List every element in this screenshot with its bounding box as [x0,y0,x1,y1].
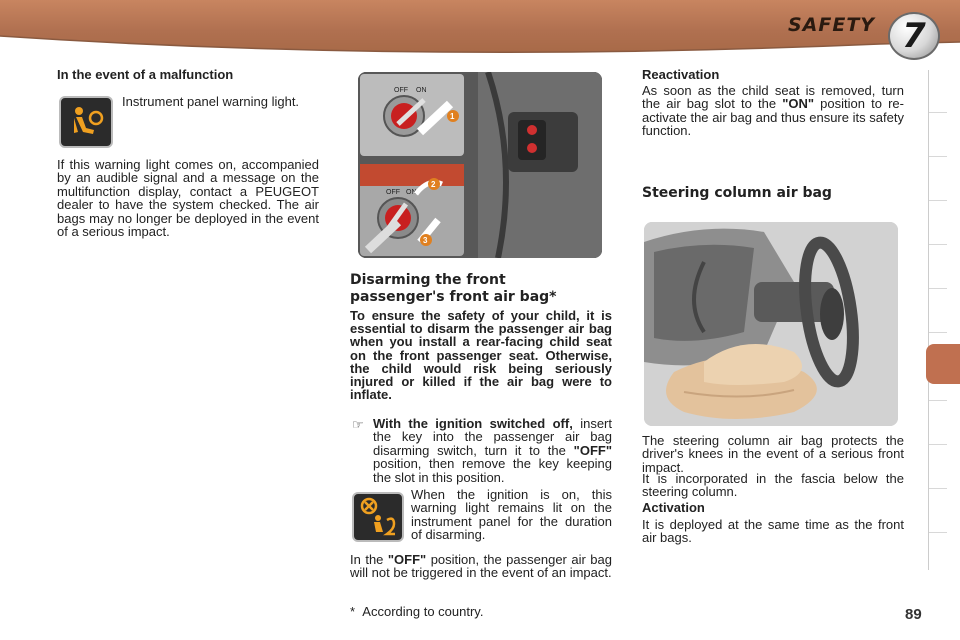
ignition-instruction-text-1: insert the key into the passenger air bag disarming switch, turn it to the [373,416,612,458]
photo-label-on-2: ON [406,189,417,196]
photo-label-on-1: ON [416,87,427,94]
photo-label-off-1: OFF [394,87,408,94]
ignition-instruction-off: "OFF" [573,442,612,458]
footnote [350,605,612,618]
photo-step-2: 2 [431,180,436,189]
page-number: 89 [905,606,922,623]
reactivation-on: "ON" [782,96,815,112]
activation-heading: Activation [642,500,705,515]
airbag-switch-photo [358,72,602,258]
off-position-post: position, the passenger air bag will not be triggered in the event of an impact. [350,552,612,581]
reactivation-heading: Reactivation [642,67,720,82]
photo-step-1: 1 [450,112,455,121]
hand-pointer-icon: ☞ [352,417,364,432]
ignition-instruction-lead: With the ignition switched off, [373,416,573,431]
steering-airbag-body-2: It is incorporated in the fascia below the steering column. [642,471,904,500]
reactivation-post: position to re-activate the air bag and thus ensure its safety function. [642,96,904,139]
disarm-light-text: When the ignition is on, this warning light remains lit on the instrument panel for the duration of disarming. [411,487,612,543]
steering-airbag-body-1: The steering column air bag protects the driver's knees in the event of a serious front impact. [642,433,904,475]
photo-label-off-2: OFF [386,189,400,196]
chapter-number-badge: 7 [888,12,940,60]
photo-step-3: 3 [423,236,428,245]
malfunction-heading: In the event of a malfunction [57,67,234,82]
ignition-instruction-text-2: position, then remove the key keeping the slot in this position. [373,456,612,485]
reactivation-pre: As soon as the child seat is removed, turn the air bag slot to the [642,83,904,112]
disarming-heading: Disarming the front passenger's front air bag* [350,272,557,305]
off-position-pre: In the [350,552,388,567]
reactivation-body [642,84,904,138]
steering-airbag-photo [644,222,898,426]
chapter-title: SAFETY [788,14,876,36]
activation-body: It is deployed at the same time as the front air bags. [642,517,904,546]
active-chapter-tab[interactable] [926,344,960,384]
off-position-text [350,553,612,580]
ignition-instruction [373,417,612,484]
footnote-text: According to country. [362,604,484,619]
airbag-warning-icon [59,96,113,148]
child-safety-warning: To ensure the safety of your child, it is essential to disarm the passenger air bag when you install a rear-facing child seat on the front passenger seat. Otherwise, the child would risk being seriously injured or killed if the air bag were to inflate. [350,308,612,403]
malfunction-body: If this warning light comes on, accompanied by an audible signal and a message on the multifunction display, contact a PEUGEOT dealer to have the system checked. The air bags may no longer be deployed in the event of a serious impact. [57,157,319,240]
chapter-tabs [928,70,946,570]
off-position-word: "OFF" [387,552,427,567]
warning-light-caption: Instrument panel warning light. [122,94,300,109]
footnote-star: * [350,604,356,619]
steering-airbag-heading: Steering column air bag [642,185,832,201]
airbag-off-warning-icon [352,492,404,542]
